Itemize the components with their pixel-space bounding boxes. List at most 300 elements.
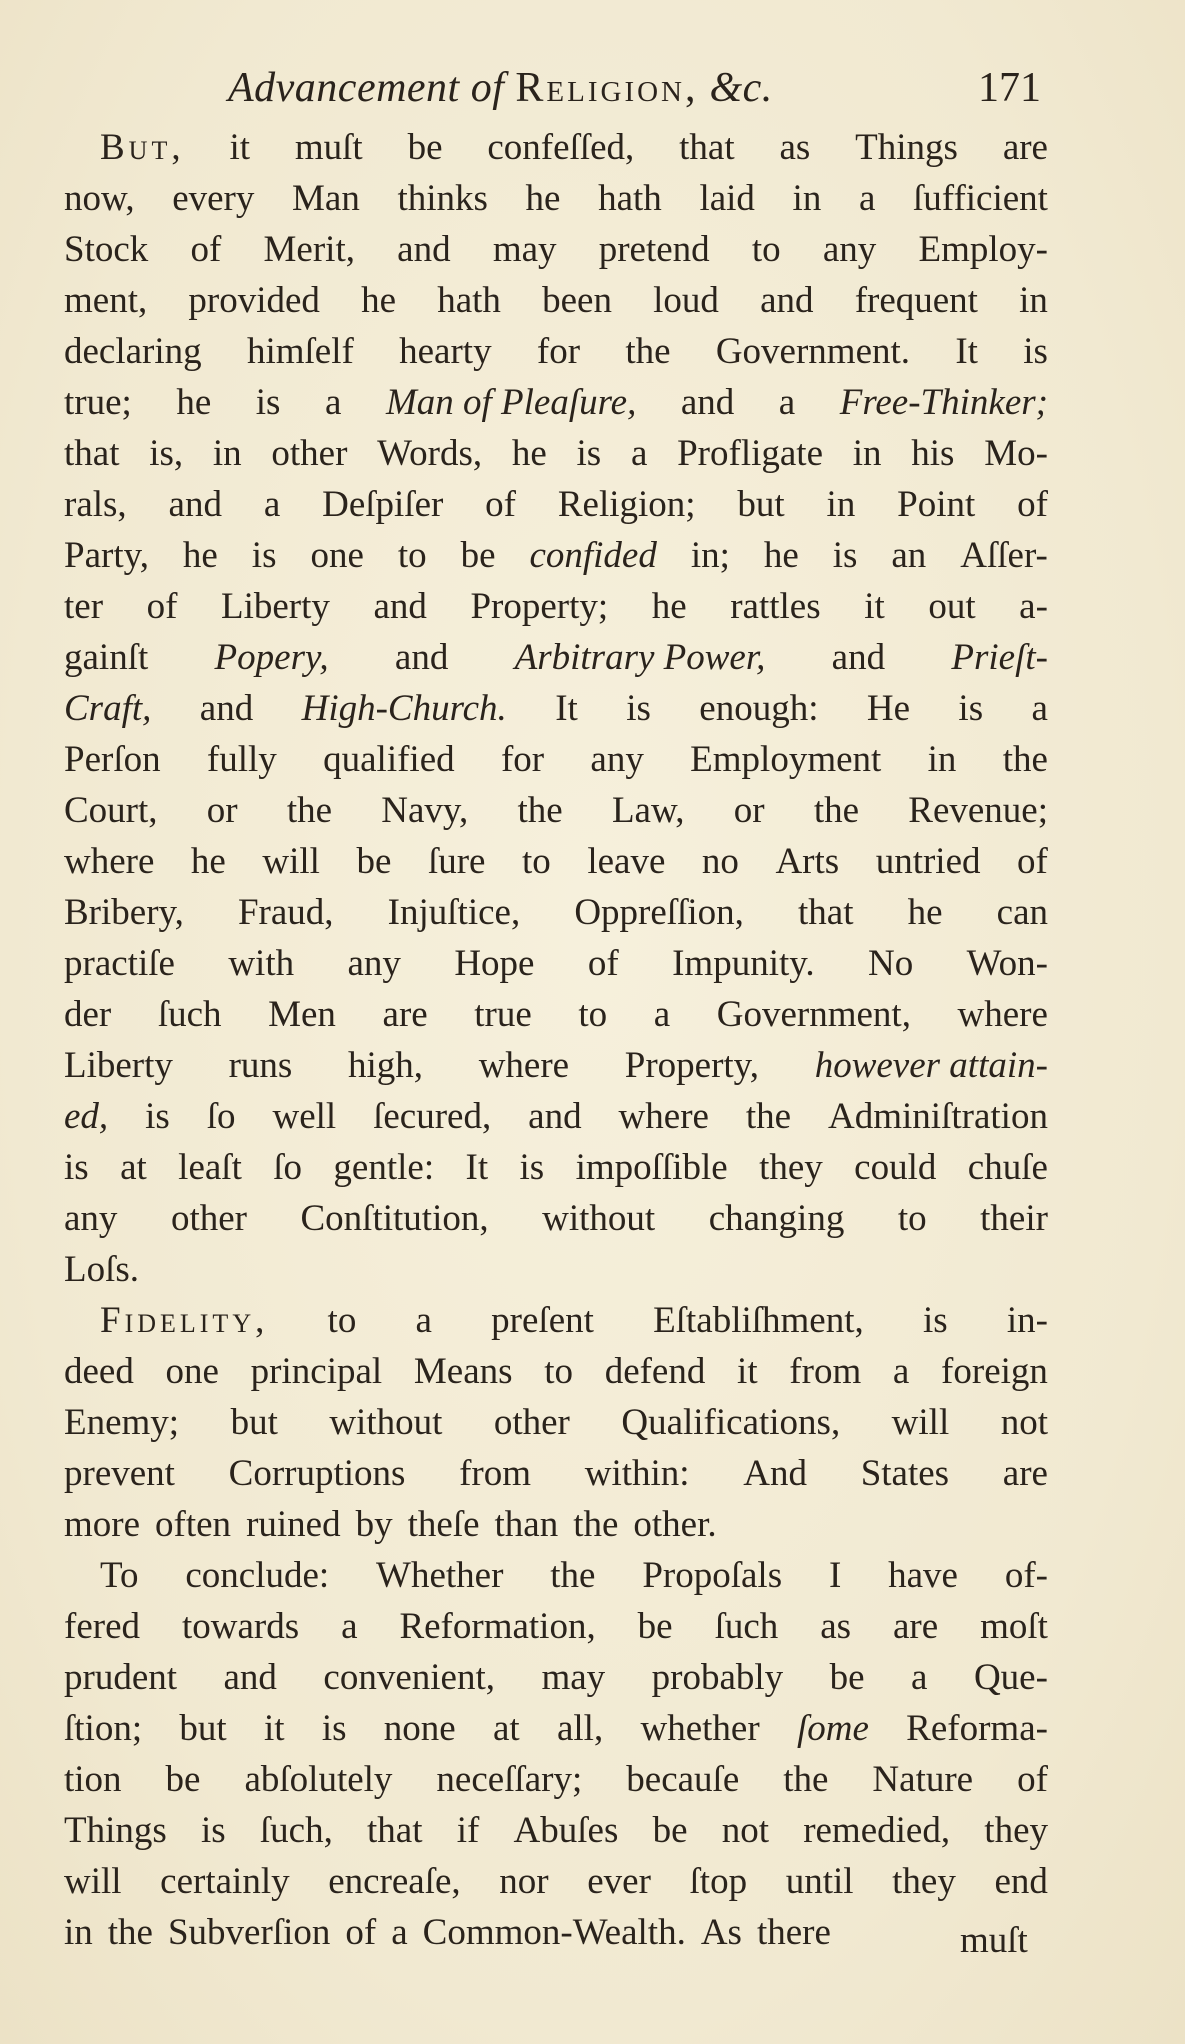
word: or: [733, 790, 765, 831]
word: a: [911, 1657, 928, 1698]
word: every: [172, 178, 255, 219]
word: Revenue;: [908, 790, 1048, 831]
word: not: [721, 1810, 769, 1851]
word: where: [618, 1096, 709, 1137]
word: in: [792, 178, 822, 219]
word: other: [170, 1198, 247, 1239]
word: preſent: [491, 1300, 594, 1341]
word: ſecured,: [373, 1096, 492, 1137]
word: in-: [1006, 1300, 1048, 1341]
word: Man: [292, 178, 360, 219]
word: ruined: [246, 1504, 341, 1545]
word: will: [262, 841, 320, 882]
word: often: [155, 1504, 232, 1545]
word: and: [831, 637, 886, 678]
word: ſure: [427, 841, 486, 882]
word: Point: [897, 484, 976, 525]
word: in: [852, 433, 882, 474]
word: as: [820, 1606, 852, 1647]
word: any: [590, 739, 644, 780]
word: Men: [268, 994, 336, 1035]
word: ſuch: [157, 994, 222, 1035]
word: is: [64, 1147, 89, 1188]
word: any: [822, 229, 877, 270]
word: practiſe: [64, 943, 175, 984]
text-line: [64, 1346, 1048, 1397]
word: will: [64, 1861, 122, 1902]
word: without: [542, 1198, 656, 1239]
text-line: [64, 1703, 1048, 1754]
word: neceſſary;: [436, 1759, 583, 1800]
word: to: [522, 841, 551, 882]
running-head-etc: &c.: [709, 65, 773, 111]
word: however attain-: [814, 1045, 1048, 1086]
word: he: [182, 535, 218, 576]
word: laid: [699, 178, 755, 219]
word: convenient,: [323, 1657, 495, 1698]
word: ſuch,: [259, 1810, 333, 1851]
text-line: [64, 1601, 1048, 1652]
word: Fidelity,: [100, 1300, 269, 1341]
text-line: [64, 1142, 1048, 1193]
word: be: [637, 1606, 673, 1647]
word: out: [928, 586, 976, 627]
word: Court,: [64, 790, 158, 831]
word: Craft,: [64, 688, 152, 729]
word: It: [955, 331, 978, 372]
word: be: [407, 127, 443, 168]
word: encreaſe,: [328, 1861, 461, 1902]
word: it: [229, 127, 251, 168]
word: of: [485, 484, 516, 525]
word: leave: [587, 841, 666, 882]
word: impoſſible: [575, 1147, 728, 1188]
text-line: [64, 989, 1048, 1040]
word: and: [223, 1657, 277, 1698]
word: a: [391, 1912, 408, 1953]
word: gentle:: [333, 1147, 435, 1188]
word: Property,: [624, 1045, 760, 1086]
word: Law,: [611, 790, 685, 831]
word: there: [756, 1912, 831, 1953]
word: prevent: [64, 1453, 175, 1494]
word: may: [541, 1657, 606, 1698]
word: Won-: [966, 943, 1048, 984]
word: he: [190, 841, 226, 882]
word: Hope: [454, 943, 535, 984]
word: other: [271, 433, 348, 474]
word: true;: [64, 382, 132, 423]
word: der: [64, 994, 112, 1035]
text-line: [64, 632, 1048, 683]
word: of: [345, 1912, 377, 1953]
text-line: [64, 1805, 1048, 1856]
word: is: [626, 688, 651, 729]
word: a: [778, 382, 796, 423]
word: he: [763, 535, 799, 576]
text-line: [64, 479, 1048, 530]
word: one: [310, 535, 364, 576]
word: Employment: [690, 739, 882, 780]
word: a: [892, 1351, 910, 1392]
word: Whether: [376, 1555, 504, 1596]
word: whether: [640, 1708, 760, 1749]
text-line: [64, 1091, 1048, 1142]
word: they: [759, 1147, 823, 1188]
word: leaſt: [178, 1147, 242, 1188]
word: defend: [604, 1351, 706, 1392]
text-line: [64, 377, 1048, 428]
word: It: [465, 1147, 489, 1188]
word: he: [525, 178, 561, 219]
word: Common-Wealth.: [422, 1912, 686, 1953]
word: the: [550, 1555, 596, 1596]
body-text: [64, 122, 1048, 1958]
word: more: [64, 1504, 141, 1545]
word: Words,: [377, 433, 483, 474]
word: and: [528, 1096, 582, 1137]
word: And: [743, 1453, 807, 1494]
word: towards: [181, 1606, 300, 1647]
word: true: [474, 994, 532, 1035]
word: Mo-: [984, 433, 1048, 474]
word: Bribery,: [64, 892, 184, 933]
word: in: [1019, 280, 1048, 321]
word: nor: [499, 1861, 549, 1902]
word: hath: [598, 178, 662, 219]
word: is: [519, 1147, 545, 1188]
word: confided: [529, 535, 657, 576]
word: As: [700, 1912, 742, 1953]
word: Loſs.: [64, 1249, 140, 1290]
text-line: [64, 1193, 1048, 1244]
word: rattles: [730, 586, 821, 627]
word: Things: [64, 1810, 167, 1851]
word: Arts: [775, 841, 840, 882]
paragraph: [64, 1295, 1048, 1550]
word: but: [179, 1708, 227, 1749]
paragraph: [64, 122, 1048, 1295]
word: a: [630, 433, 648, 474]
word: ter: [64, 586, 104, 627]
word: as: [779, 127, 811, 168]
word: that: [367, 1810, 423, 1851]
word: of: [190, 229, 222, 270]
word: Popery,: [214, 637, 329, 678]
word: high,: [347, 1045, 424, 1086]
word: is: [200, 1810, 226, 1851]
word: Conſtitution,: [300, 1198, 489, 1239]
word: is: [255, 382, 281, 423]
word: Corruptions: [228, 1453, 406, 1494]
running-head: [0, 58, 1185, 118]
word: end: [994, 1861, 1048, 1902]
word: conclude:: [185, 1555, 330, 1596]
word: for: [536, 331, 581, 372]
word: other: [493, 1402, 570, 1443]
word: Nature: [872, 1759, 974, 1800]
word: pretend: [598, 229, 710, 270]
text-line: [64, 326, 1048, 377]
word: could: [854, 1147, 937, 1188]
word: the: [517, 790, 563, 831]
text-line: [64, 938, 1048, 989]
word: Man of Pleaſure,: [385, 382, 637, 423]
word: until: [785, 1861, 854, 1902]
word: abſolutely: [244, 1759, 393, 1800]
word: deed: [64, 1351, 134, 1392]
word: any: [64, 1198, 118, 1239]
word: Arbitrary Power,: [514, 637, 766, 678]
word: Subverſion: [167, 1912, 331, 1953]
word: it: [263, 1708, 285, 1749]
word: no: [701, 841, 739, 882]
word: Reforma-: [906, 1708, 1048, 1749]
word: that: [679, 127, 735, 168]
text-line: [64, 224, 1048, 275]
word: a: [653, 994, 671, 1035]
word: Que-: [973, 1657, 1048, 1698]
word: Qualifications,: [621, 1402, 841, 1443]
text-line: [64, 1550, 1048, 1601]
word: that: [798, 892, 854, 933]
word: remedied,: [803, 1810, 951, 1851]
word: Enemy;: [64, 1402, 180, 1443]
word: in: [927, 739, 957, 780]
word: hearty: [399, 331, 492, 372]
word: Religion;: [557, 484, 696, 525]
text-line: [64, 1754, 1048, 1805]
text-line: [64, 1448, 1048, 1499]
word: Propoſals: [642, 1555, 783, 1596]
word: certainly: [160, 1861, 290, 1902]
text-line: [64, 785, 1048, 836]
word: Navy,: [381, 790, 469, 831]
word: where: [957, 994, 1048, 1035]
word: a: [341, 1606, 358, 1647]
word: any: [347, 943, 401, 984]
word: Adminiſtration: [828, 1096, 1048, 1137]
word: to: [897, 1198, 927, 1239]
word: Party,: [64, 535, 149, 576]
text-line: [64, 428, 1048, 479]
word: if: [456, 1810, 480, 1851]
text-line: [64, 1499, 1048, 1550]
word: to: [751, 229, 781, 270]
word: the: [573, 1504, 619, 1545]
word: are: [1002, 1453, 1048, 1494]
word: thinks: [397, 178, 488, 219]
word: but: [737, 484, 785, 525]
word: rals,: [64, 484, 127, 525]
word: Injuſtice,: [387, 892, 521, 933]
word: of: [1017, 1759, 1048, 1800]
word: than: [494, 1504, 559, 1545]
word: I: [828, 1555, 842, 1596]
word: in: [64, 1912, 93, 1953]
text-line: [64, 581, 1048, 632]
word: a: [1031, 688, 1048, 729]
word: have: [888, 1555, 958, 1596]
word: from: [459, 1453, 532, 1494]
word: they: [984, 1810, 1048, 1851]
text-line: [64, 683, 1048, 734]
word: been: [542, 280, 612, 321]
text-line: [64, 530, 1048, 581]
word: Abuſes: [513, 1810, 619, 1851]
word: is: [832, 535, 858, 576]
word: by: [355, 1504, 393, 1545]
word: Deſpiſer: [322, 484, 444, 525]
word: is: [958, 688, 984, 729]
word: the: [783, 1759, 829, 1800]
word: to: [397, 535, 427, 576]
word: Free-Thinker;: [839, 382, 1048, 423]
word: Profligate: [677, 433, 824, 474]
word: none: [383, 1708, 456, 1749]
text-line: [64, 1652, 1048, 1703]
word: No: [868, 943, 914, 984]
word: chuſe: [967, 1147, 1048, 1188]
word: of: [146, 586, 178, 627]
word: to: [578, 994, 608, 1035]
word: well: [272, 1096, 337, 1137]
word: changing: [708, 1198, 845, 1239]
word: confeſſed,: [487, 127, 635, 168]
word: he: [651, 586, 687, 627]
word: it: [737, 1351, 758, 1392]
word: Means: [413, 1351, 513, 1392]
word: may: [492, 229, 557, 270]
word: that: [64, 433, 120, 474]
word: fully: [206, 739, 277, 780]
word: of: [1017, 484, 1048, 525]
word: becauſe: [626, 1759, 740, 1800]
word: without: [329, 1402, 443, 1443]
word: are: [1002, 127, 1048, 168]
word: ſtop: [689, 1861, 748, 1902]
word: within:: [584, 1453, 690, 1494]
word: be: [829, 1657, 865, 1698]
word: a-: [1019, 586, 1048, 627]
word: for: [500, 739, 545, 780]
text-line: [64, 836, 1048, 887]
word: is: [576, 433, 602, 474]
word: Prieſt-: [951, 637, 1048, 678]
word: declaring: [64, 331, 202, 372]
word: Liberty: [220, 586, 330, 627]
word: to: [327, 1300, 357, 1341]
word: it: [864, 586, 885, 627]
word: is: [922, 1300, 948, 1341]
word: theſe: [407, 1504, 480, 1545]
text-line: [64, 1244, 1048, 1295]
word: is: [321, 1708, 347, 1749]
word: of: [1017, 841, 1048, 882]
word: But,: [100, 127, 185, 168]
word: be: [165, 1759, 201, 1800]
word: he: [907, 892, 943, 933]
word: ſome: [796, 1708, 869, 1749]
word: Merit,: [263, 229, 355, 270]
word: the: [625, 331, 671, 372]
text-line: [64, 122, 1048, 173]
word: Perſon: [64, 739, 161, 780]
text-line: [64, 1040, 1048, 1091]
word: gainſt: [64, 637, 149, 678]
word: he: [361, 280, 397, 321]
paragraph: [64, 1550, 1048, 1958]
word: to: [544, 1351, 573, 1392]
word: Impunity.: [672, 943, 815, 984]
word: the: [745, 1096, 792, 1137]
text-line: [64, 173, 1048, 224]
word: States: [860, 1453, 950, 1494]
word: ment,: [64, 280, 148, 321]
word: Property;: [470, 586, 609, 627]
word: one: [165, 1351, 219, 1392]
page-number: 171: [978, 65, 1041, 111]
running-head-of: of: [470, 65, 505, 111]
word: Aſſer-: [960, 535, 1048, 576]
word: He: [866, 688, 911, 729]
word: Reformation,: [399, 1606, 596, 1647]
word: a: [858, 178, 876, 219]
word: High-Church.: [301, 688, 507, 729]
word: the: [1002, 739, 1048, 780]
word: and: [199, 688, 254, 729]
word: provided: [188, 280, 320, 321]
word: enough:: [699, 688, 819, 729]
word: in: [826, 484, 856, 525]
word: other.: [633, 1504, 717, 1545]
word: now,: [64, 178, 135, 219]
word: his: [911, 433, 955, 474]
running-head-title-part1: Advancement: [228, 65, 460, 111]
word: tion: [64, 1759, 122, 1800]
word: Eſtabliſhment,: [653, 1300, 864, 1341]
word: Stock: [64, 229, 149, 270]
word: are: [893, 1606, 939, 1647]
catchword: muſt: [960, 1920, 1028, 1961]
running-head-title: [228, 58, 773, 118]
word: ſtion;: [64, 1708, 143, 1749]
word: ever: [587, 1861, 651, 1902]
word: ſo: [206, 1096, 236, 1137]
word: Oppreſſion,: [574, 892, 744, 933]
word: Employ-: [918, 229, 1048, 270]
word: he: [176, 382, 212, 423]
word: at: [493, 1708, 520, 1749]
word: or: [206, 790, 238, 831]
word: of: [587, 943, 619, 984]
word: moſt: [980, 1606, 1048, 1647]
text-line: [64, 887, 1048, 938]
word: they: [892, 1861, 956, 1902]
word: frequent: [854, 280, 978, 321]
word: and: [397, 229, 451, 270]
word: at: [120, 1147, 147, 1188]
word: ed,: [64, 1096, 109, 1137]
word: and: [680, 382, 735, 423]
word: qualified: [323, 739, 455, 780]
word: Fraud,: [237, 892, 334, 933]
word: with: [228, 943, 295, 984]
text-line: [64, 1907, 1048, 1958]
word: and: [760, 280, 814, 321]
word: principal: [250, 1351, 383, 1392]
word: where: [64, 841, 155, 882]
